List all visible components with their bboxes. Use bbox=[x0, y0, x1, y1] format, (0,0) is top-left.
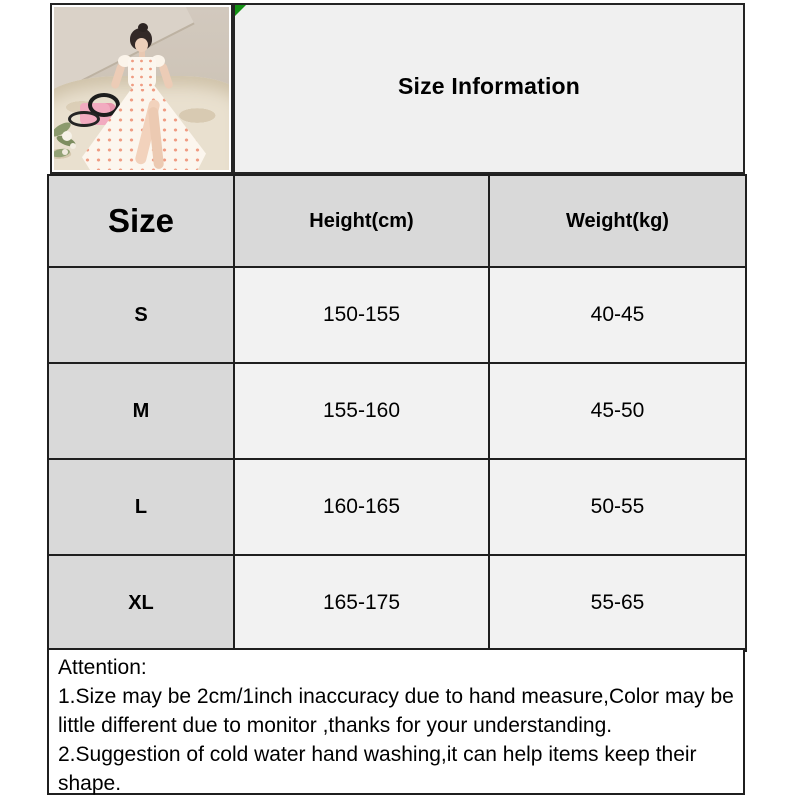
weight-value-l: 50-55 bbox=[489, 459, 746, 555]
attention-notes bbox=[47, 648, 745, 795]
page-title: Size Information bbox=[397, 73, 581, 99]
photo-model-bodice bbox=[128, 57, 156, 89]
weight-value-s: 40-45 bbox=[489, 267, 746, 363]
table-row bbox=[48, 459, 746, 555]
size-table-header-row bbox=[48, 175, 746, 267]
table-row bbox=[48, 267, 746, 363]
photo-model-hairbun bbox=[138, 23, 148, 32]
table-row bbox=[48, 363, 746, 459]
column-header-height: Height(cm) bbox=[234, 175, 489, 267]
weight-value-xl: 55-65 bbox=[489, 555, 746, 651]
product-photo bbox=[50, 3, 233, 174]
attention-note-1: 1.Size may be 2cm/1inch inaccuracy due to hand measure,Color may be little different due to monitor ,thanks for your understanding. bbox=[58, 685, 734, 737]
product-photo-art bbox=[54, 7, 229, 170]
size-label-s: S bbox=[48, 267, 234, 363]
photo-model-face bbox=[135, 38, 148, 52]
weight-value-m: 45-50 bbox=[489, 363, 746, 459]
size-information-header-cell bbox=[233, 3, 745, 174]
height-value-s: 150-155 bbox=[234, 267, 489, 363]
attention-title: Attention: bbox=[58, 656, 147, 679]
corner-marker-icon bbox=[235, 5, 246, 16]
table-row bbox=[48, 555, 746, 651]
size-label-m: M bbox=[48, 363, 234, 459]
height-value-m: 155-160 bbox=[234, 363, 489, 459]
column-header-size: Size bbox=[48, 175, 234, 267]
size-table bbox=[47, 174, 747, 652]
attention-note-2: 2.Suggestion of cold water hand washing,it can help items keep their shape. bbox=[58, 743, 697, 795]
photo-handbag-strap-shape bbox=[68, 111, 100, 127]
column-header-weight: Weight(kg) bbox=[489, 175, 746, 267]
height-value-xl: 165-175 bbox=[234, 555, 489, 651]
size-label-xl: XL bbox=[48, 555, 234, 651]
height-value-l: 160-165 bbox=[234, 459, 489, 555]
photo-plant-flower bbox=[62, 131, 72, 141]
size-label-l: L bbox=[48, 459, 234, 555]
